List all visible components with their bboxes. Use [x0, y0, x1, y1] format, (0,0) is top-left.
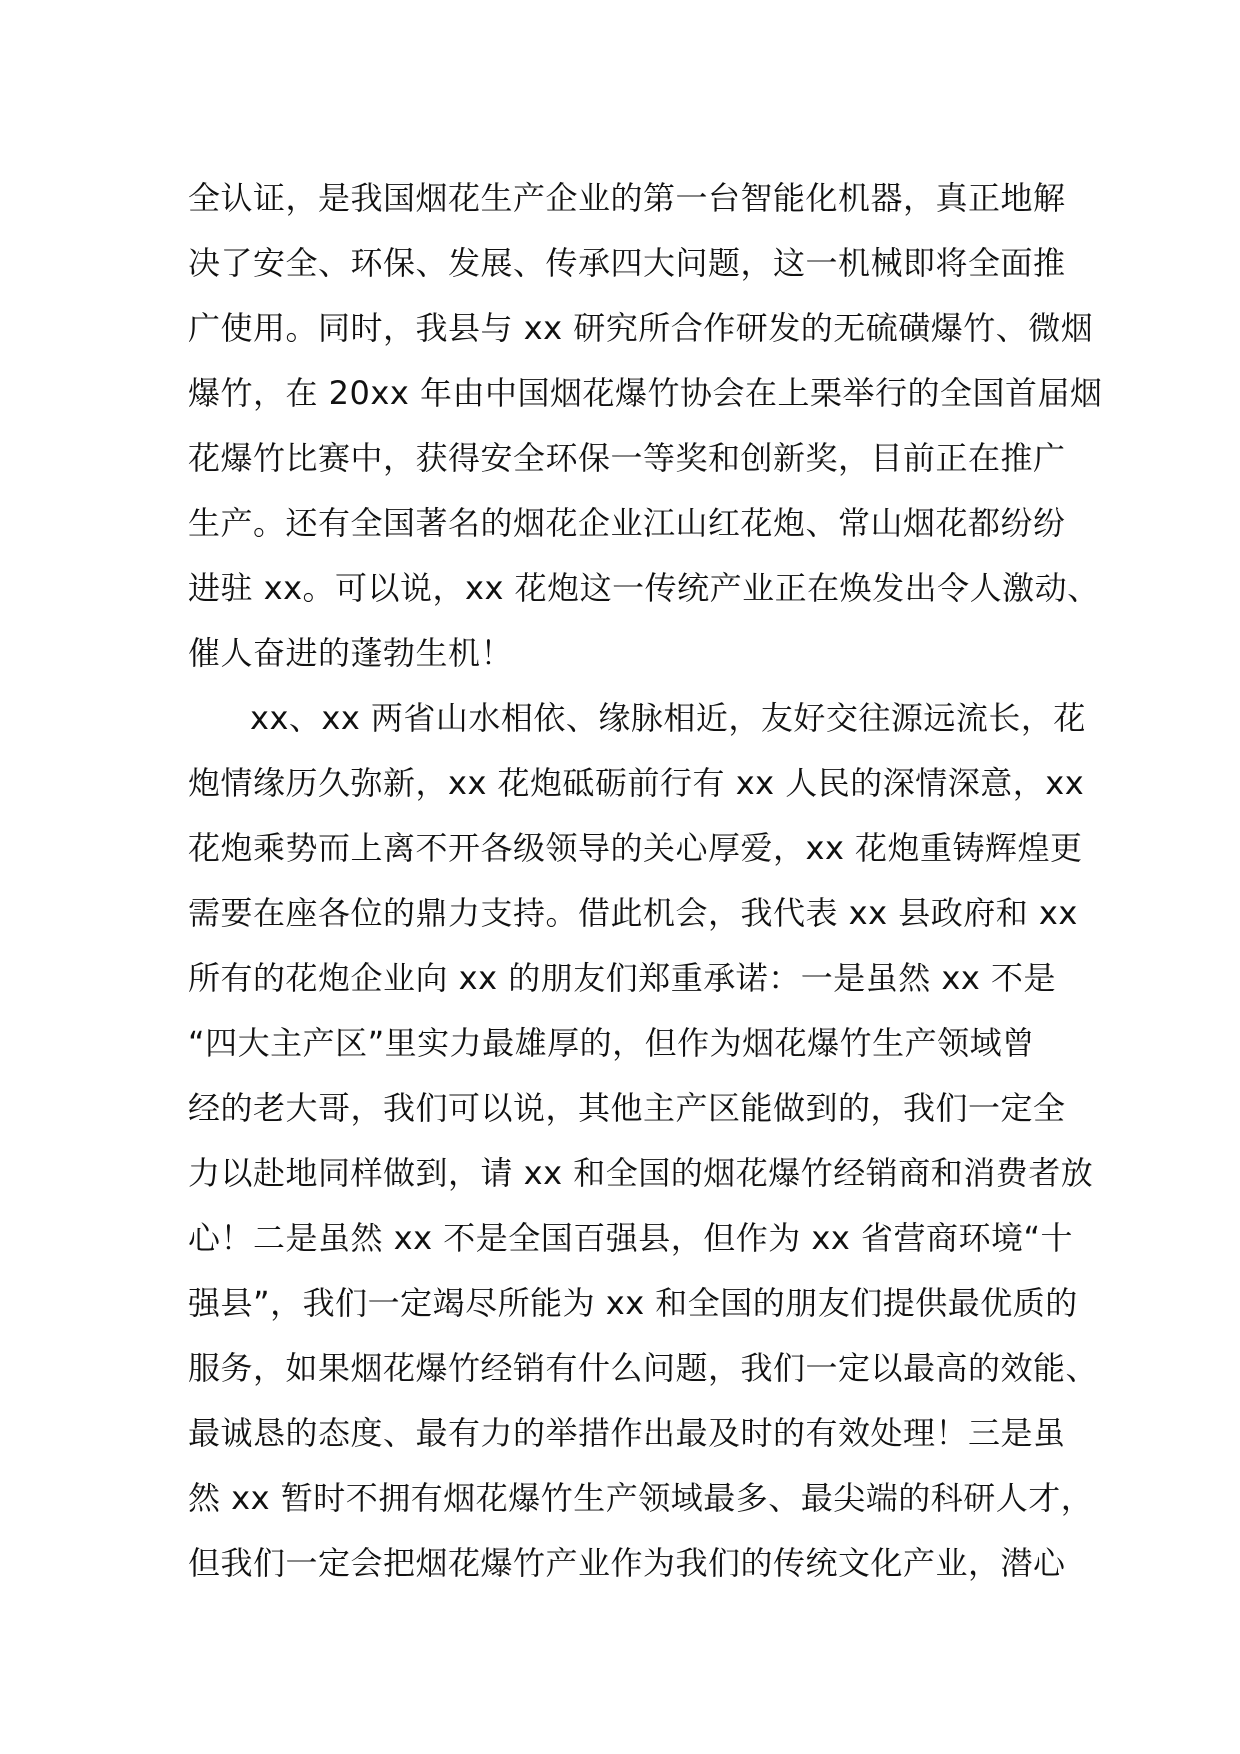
text-line: 全认证，是我国烟花生产企业的第一台智能化机器，真正地解: [188, 179, 1066, 217]
text-line: 强县”，我们一定竭尽所能为 xx 和全国的朋友们提供最优质的: [188, 1284, 1078, 1322]
text-line: 所有的花炮企业向 xx 的朋友们郑重承诺：一是虽然 xx 不是: [188, 959, 1056, 997]
text-line: 但我们一定会把烟花爆竹产业作为我们的传统文化产业，潜心: [188, 1544, 1066, 1582]
text-line: 花爆竹比赛中，获得安全环保一等奖和创新奖，目前正在推广: [188, 439, 1066, 477]
text-line: 然 xx 暂时不拥有烟花爆竹生产领域最多、最尖端的科研人才，: [188, 1479, 1094, 1517]
paragraph-start-line: xx、xx 两省山水相依、缘脉相近，友好交往源远流长，花: [250, 699, 1086, 737]
text-line: 力以赴地同样做到，请 xx 和全国的烟花爆竹经销商和消费者放: [188, 1154, 1094, 1192]
text-line: 服务，如果烟花爆竹经销有什么问题，我们一定以最高的效能、: [188, 1349, 1099, 1387]
text-line: 经的老大哥，我们可以说，其他主产区能做到的，我们一定全: [188, 1089, 1066, 1127]
text-line: 催人奋进的蓬勃生机！: [188, 634, 514, 672]
text-line: 广使用。同时，我县与 xx 研究所合作研发的无硫磺爆竹、微烟: [188, 309, 1094, 347]
text-line: 需要在座各位的鼎力支持。借此机会，我代表 xx 县政府和 xx: [188, 894, 1078, 932]
text-line: 花炮乘势而上离不开各级领导的关心厚爱，xx 花炮重铸辉煌更: [188, 829, 1083, 867]
text-line: 炮情缘历久弥新，xx 花炮砥砺前行有 xx 人民的深情深意，xx: [188, 764, 1085, 802]
text-line: “四大主产区”里实力最雄厚的，但作为烟花爆竹生产领域曾: [188, 1024, 1035, 1062]
text-line: 进驻 xx。可以说，xx 花炮这一传统产业正在焕发出令人激动、: [188, 569, 1100, 607]
text-line: 生产。还有全国著名的烟花企业江山红花炮、常山烟花都纷纷: [188, 504, 1066, 542]
text-line: 最诚恳的态度、最有力的举措作出最及时的有效处理！三是虽: [188, 1414, 1066, 1452]
text-line: 心！二是虽然 xx 不是全国百强县，但作为 xx 省营商环境“十: [188, 1219, 1074, 1257]
text-line: 决了安全、环保、发展、传承四大问题，这一机械即将全面推: [188, 244, 1066, 282]
body-text: [188, 166, 1103, 1596]
text-line: 爆竹，在 20xx 年由中国烟花爆竹协会在上栗举行的全国首届烟: [188, 374, 1103, 412]
